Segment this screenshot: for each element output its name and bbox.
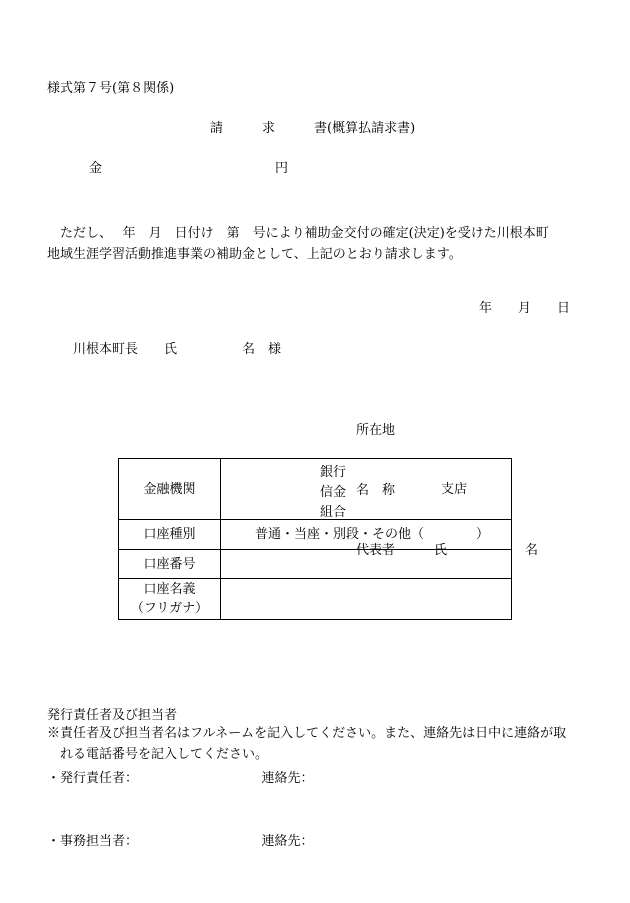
amount-suffix: 円 — [275, 161, 289, 176]
applicant-representative-label: 代表者 氏 名 — [356, 543, 539, 558]
form-number: 様式第７号(第８関係) — [47, 81, 175, 96]
table-row — [119, 520, 512, 550]
account-type-label: 口座種別 — [119, 520, 221, 550]
account-name-field[interactable] — [221, 579, 512, 620]
financial-institution-label: 金融機関 — [119, 459, 221, 520]
request-body-text — [47, 223, 587, 265]
bank-type-bank: 銀行 — [320, 465, 347, 480]
contacts-block — [47, 663, 314, 873]
body-line-1: ただし、 年 月 日付け 第 号により補助金交付の確定(決定)を受けた川根本町 — [47, 226, 549, 241]
body-line-2: 地域生涯学習活動推進事業の補助金として、上記のとおり請求します。 — [47, 247, 462, 262]
bank-type-options — [320, 463, 346, 523]
staff-contact-line: ・事務担当者： 連絡先： — [47, 834, 314, 849]
table-row — [119, 550, 512, 579]
account-number-label: 口座番号 — [119, 550, 221, 579]
applicant-name-label: 名 称 — [356, 483, 396, 498]
bank-type-shinkin: 信金 — [320, 485, 347, 500]
note-text — [47, 723, 587, 765]
document-title: 請 求 書(概算払請求書) — [210, 121, 416, 136]
note-line-2: れる電話番号を記入してください。 — [47, 747, 269, 762]
account-name-label — [119, 579, 221, 620]
branch-label: 支店 — [441, 482, 468, 497]
bank-type-kumiai: 組合 — [320, 505, 347, 520]
account-name-label-line2: （フリガナ） — [130, 601, 209, 616]
applicant-address-label: 所在地 — [356, 423, 396, 438]
account-type-options[interactable]: 普通・当座・別段・その他（ ） — [221, 520, 512, 550]
table-row — [119, 459, 512, 520]
addressee: 川根本町長 氏 名 様 — [73, 342, 282, 357]
financial-institution-cell[interactable] — [221, 459, 512, 520]
amount-prefix: 金 — [89, 161, 103, 176]
issuer-contact-line: ・発行責任者： 連絡先： — [47, 771, 314, 786]
account-name-label-line1: 口座名義 — [143, 582, 196, 597]
account-number-field[interactable] — [221, 550, 512, 579]
contacts-heading: 発行責任者及び担当者 — [47, 708, 178, 723]
bank-account-table — [118, 458, 512, 620]
date-line: 年 月 日 — [479, 301, 571, 316]
note-line-1: ※責任者及び担当者名はフルネームを記入してください。また、連絡先は日中に連絡が取 — [47, 726, 567, 741]
table-row — [119, 579, 512, 620]
